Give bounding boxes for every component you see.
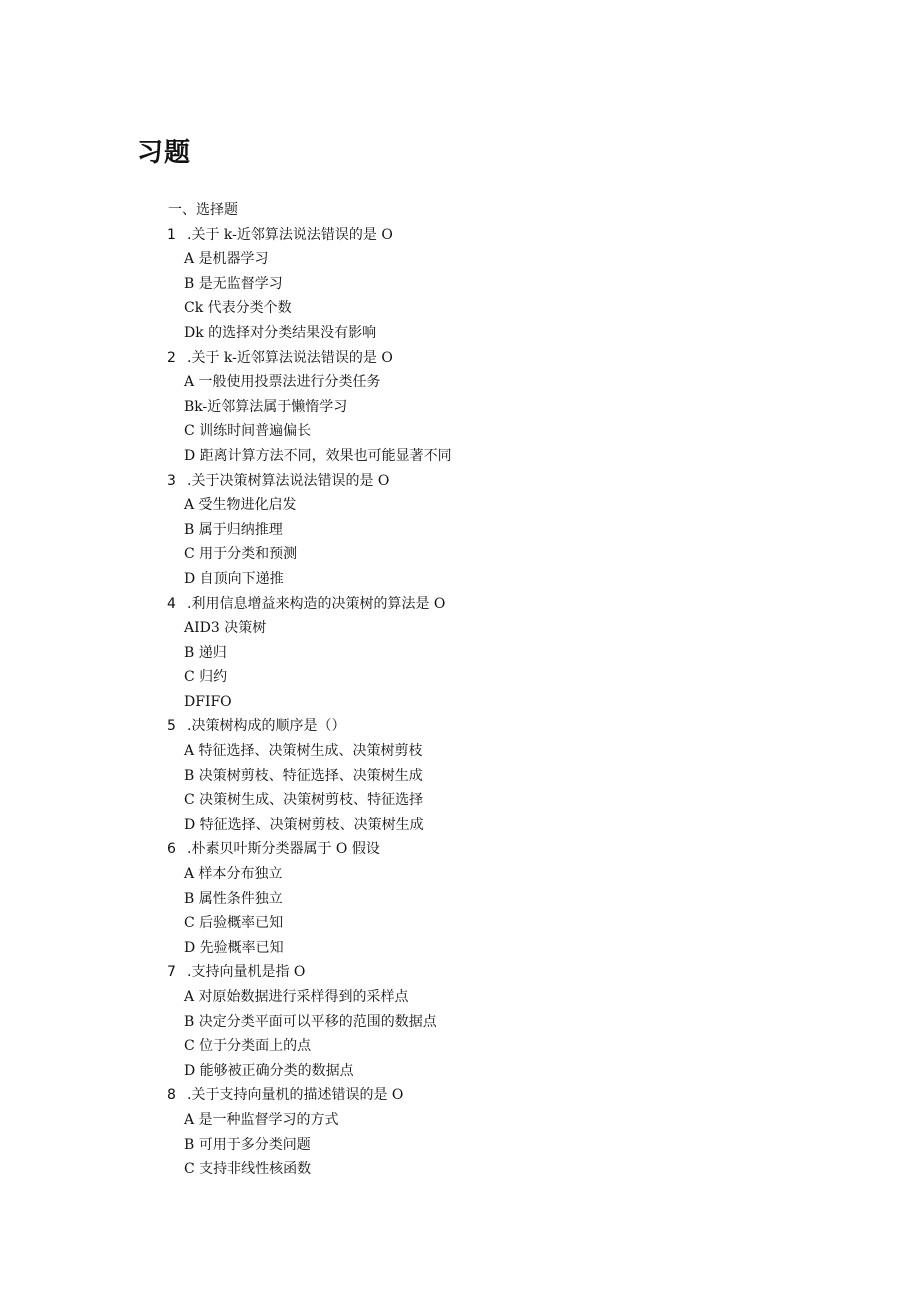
question-3 xyxy=(0,469,920,494)
question-number: 6 xyxy=(167,841,176,858)
question-7-option: D 能够被正确分类的数据点 xyxy=(184,1062,354,1079)
question-8-option: C 支持非线性核函数 xyxy=(184,1161,312,1178)
question-4-option: AID3 决策树 xyxy=(184,620,267,637)
question-6-option: A 样本分布独立 xyxy=(184,866,283,883)
question-2-option: A 一般使用投票法进行分类任务 xyxy=(184,374,381,391)
question-text: .利用信息增益来构造的决策树的算法是 O xyxy=(187,595,446,612)
question-text: .关于 k-近邻算法说法错误的是 O xyxy=(187,349,393,366)
page-title: 习题 xyxy=(137,138,192,168)
question-7-option: B 决定分类平面可以平移的范围的数据点 xyxy=(184,1013,437,1030)
question-number: 2 xyxy=(167,349,176,366)
question-1-option: Ck 代表分类个数 xyxy=(184,300,292,317)
question-7-option: A 对原始数据进行采样得到的采样点 xyxy=(184,989,409,1005)
question-7-option: C 位于分类面上的点 xyxy=(184,1038,312,1055)
question-number: 3 xyxy=(167,472,176,489)
question-1-option: B 是无监督学习 xyxy=(184,275,283,292)
question-3-option: B 属于归纳推理 xyxy=(184,521,283,538)
question-5-option: C 决策树生成、决策树剪枝、特征选择 xyxy=(184,792,424,809)
question-8 xyxy=(0,1083,920,1108)
question-5-option: D 特征选择、决策树剪枝、决策树生成 xyxy=(184,816,424,833)
question-3-option: C 用于分类和预测 xyxy=(184,546,298,563)
section-title: 一、选择题 xyxy=(168,202,238,218)
question-3-option: A 受生物进化启发 xyxy=(184,497,297,514)
question-4-option: B 递归 xyxy=(184,644,227,661)
question-text: .关于支持向量机的描述错误的是 O xyxy=(187,1087,404,1104)
question-number: 1 xyxy=(167,226,176,243)
question-1-option: A 是机器学习 xyxy=(184,251,269,268)
question-6-option: B 属性条件独立 xyxy=(184,890,283,907)
question-2-option: C 训练时间普遍偏长 xyxy=(184,423,312,440)
question-number: 4 xyxy=(167,595,176,612)
question-2 xyxy=(0,346,920,371)
question-5 xyxy=(0,714,920,739)
question-number: 8 xyxy=(167,1087,176,1104)
question-text: .关于决策树算法说法错误的是 O xyxy=(187,472,390,489)
question-text: .关于 k-近邻算法说法错误的是 O xyxy=(187,226,393,243)
question-8-option: A 是一种监督学习的方式 xyxy=(184,1111,339,1128)
document-body xyxy=(0,198,920,1182)
question-number: 7 xyxy=(167,964,176,981)
question-2-option: D 距离计算方法不同，效果也可能显著不同 xyxy=(184,447,452,464)
question-4-option: DFIFO xyxy=(184,693,232,710)
question-4-option: C 归约 xyxy=(184,669,228,686)
question-7 xyxy=(0,960,920,985)
question-4 xyxy=(0,592,920,617)
question-5-option: A 特征选择、决策树生成、决策树剪枝 xyxy=(184,743,423,760)
question-2-option: Bk-近邻算法属于懒惰学习 xyxy=(184,398,348,415)
question-text: .支持向量机是指 O xyxy=(187,964,306,981)
question-number: 5 xyxy=(167,718,176,735)
question-3-option: D 自顶向下递推 xyxy=(184,570,284,587)
question-text: .决策树构成的顺序是（） xyxy=(187,718,346,735)
question-5-option: B 决策树剪枝、特征选择、决策树生成 xyxy=(184,767,423,784)
question-text: .朴素贝叶斯分类器属于 O 假设 xyxy=(187,841,380,858)
question-6 xyxy=(0,837,920,862)
question-1 xyxy=(0,223,920,248)
question-1-option: Dk 的选择对分类结果没有影响 xyxy=(184,324,377,341)
question-6-option: D 先验概率已知 xyxy=(184,939,284,956)
question-8-option: B 可用于多分类问题 xyxy=(184,1136,311,1153)
question-6-option: C 后验概率已知 xyxy=(184,915,284,932)
